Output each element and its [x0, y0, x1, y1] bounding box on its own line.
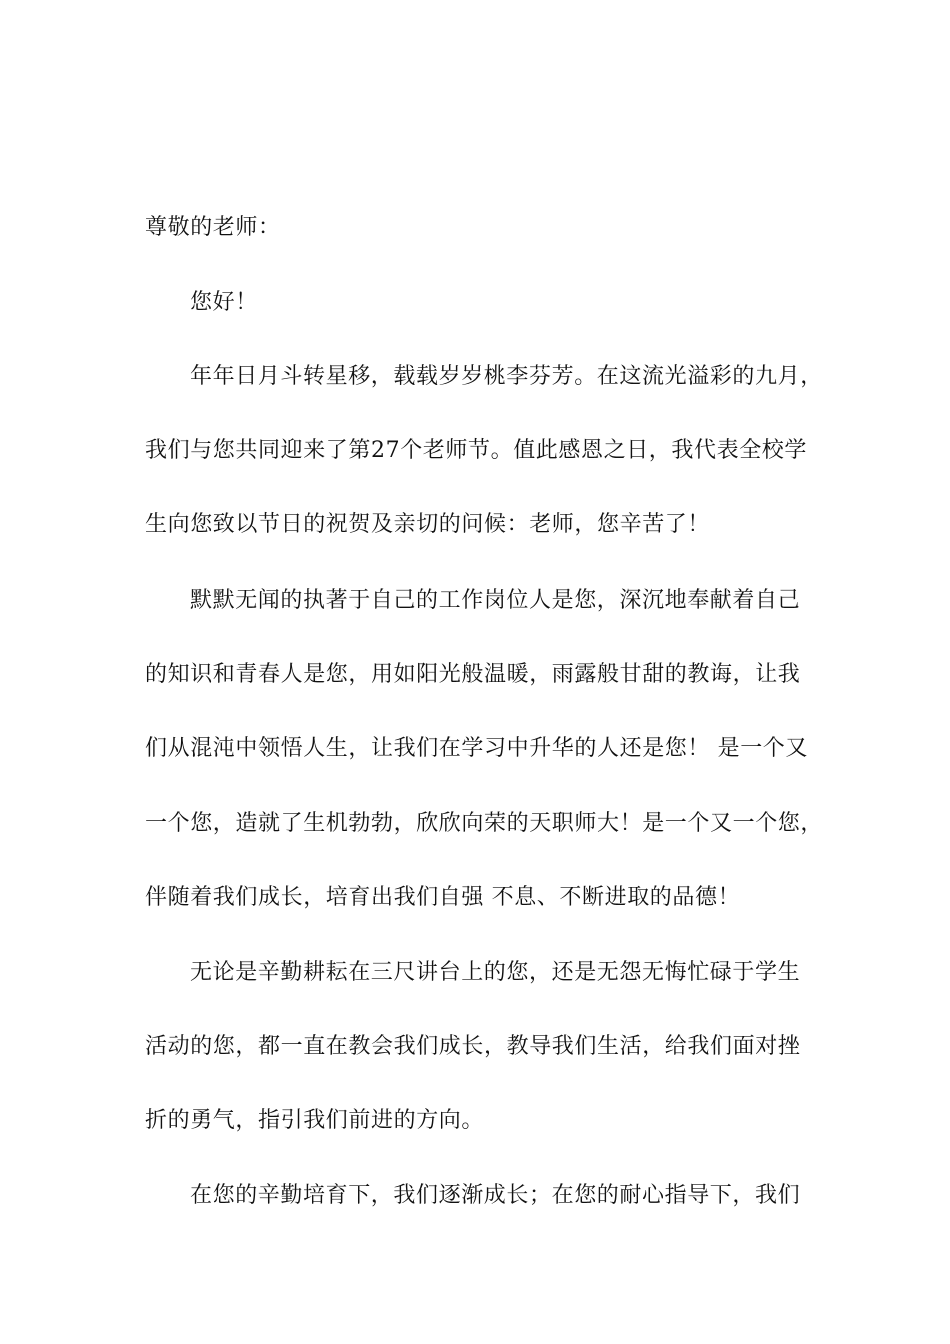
paragraph-line: 活动的您，都一直在教会我们成长，教导我们生活，给我们面对挫 — [145, 1034, 801, 1059]
paragraph-line: 折的勇气，指引我们前进的方向。 — [145, 1108, 485, 1133]
paragraph-line: 在您的辛勤培育下，我们逐渐成长；在您的耐心指导下，我们 — [190, 1183, 801, 1208]
paragraph-line: 们从混沌中领悟人生，让我们在学习中升华的人还是您！ 是一个又 — [145, 736, 808, 761]
paragraph-line: 默默无闻的执著于自己的工作岗位人是您，深沉地奉献着自己 — [190, 588, 801, 613]
paragraph-line: 生向您致以节日的祝贺及亲切的问候：老师，您辛苦了！ — [145, 512, 711, 537]
paragraph-line: 我们与您共同迎来了第27个老师节。值此感恩之日，我代表全校学 — [145, 438, 807, 463]
paragraph-line: 伴随着我们成长，培育出我们自强 不息、不断进取的品德！ — [145, 885, 741, 910]
paragraph-line: 的知识和青春人是您，用如阳光般温暖，雨露般甘甜的教诲，让我 — [145, 662, 801, 687]
paragraph-line: 一个您，造就了生机勃勃，欣欣向荣的天职师大！是一个又一个您， — [145, 811, 824, 836]
salutation: 尊敬的老师： — [145, 215, 281, 240]
greeting: 您好！ — [190, 290, 258, 315]
paragraph-line: 无论是辛勤耕耘在三尺讲台上的您，还是无怨无悔忙碌于学生 — [190, 960, 801, 985]
paragraph-line: 年年日月斗转星移，载载岁岁桃李芬芳。在这流光溢彩的九月， — [190, 364, 823, 389]
